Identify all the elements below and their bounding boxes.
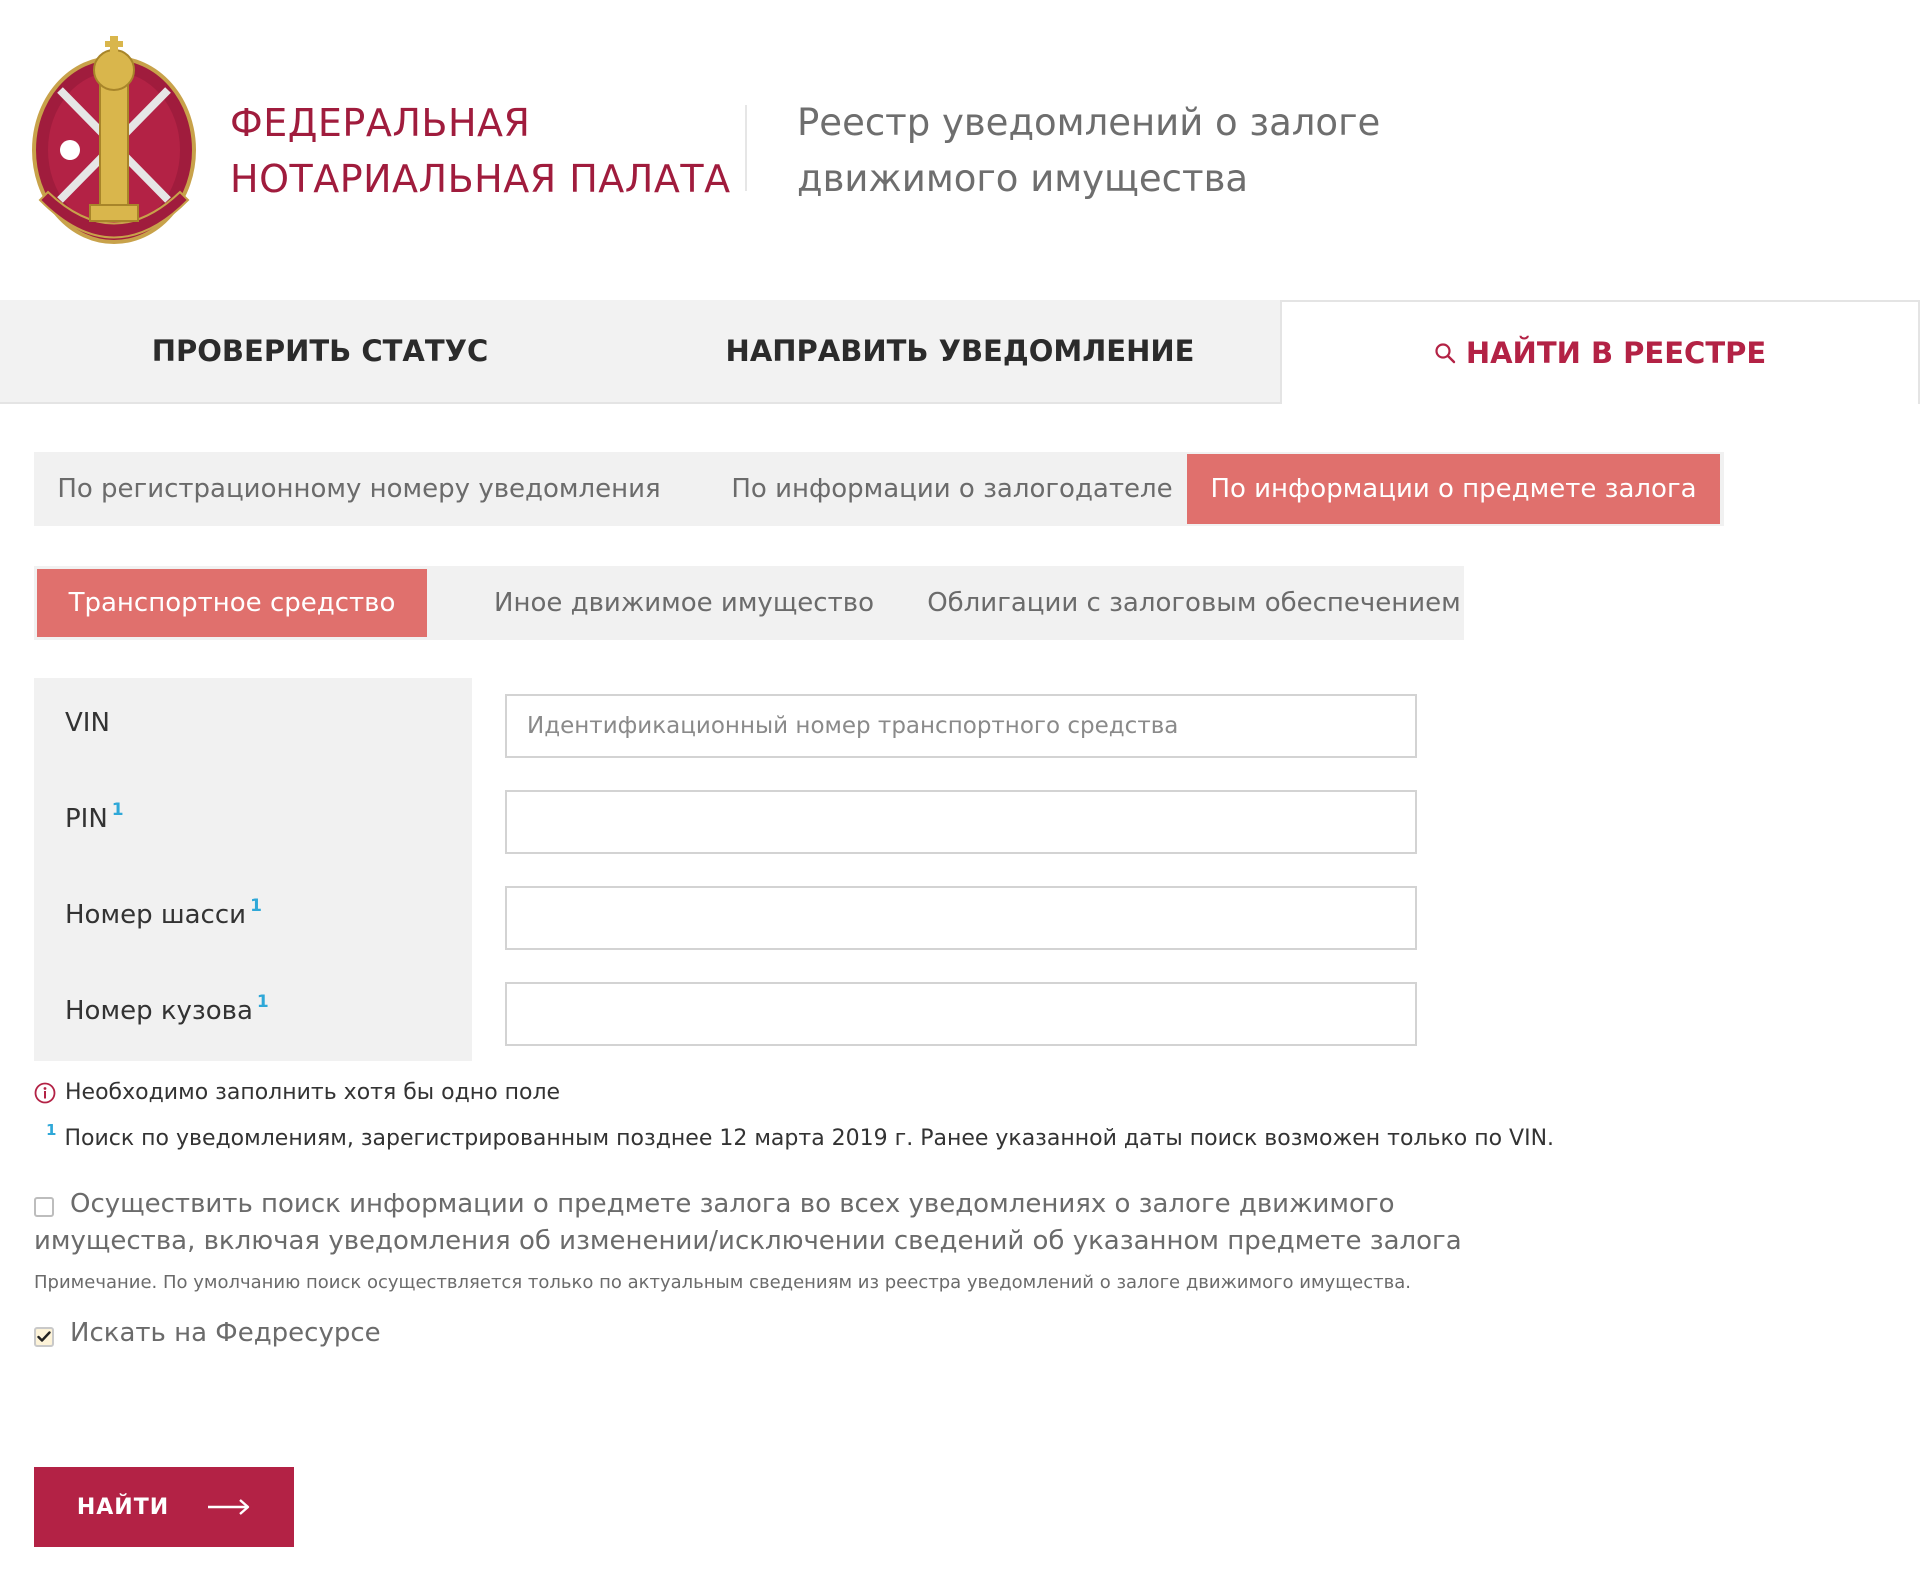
pin-label [65,800,124,834]
mode-tab-pledger[interactable] [684,452,1220,526]
mode-tab-label: По регистрационному номеру уведомления [57,474,661,504]
info-icon [34,1082,56,1104]
tab-send-notice-label: НАПРАВИТЬ УВЕДОМЛЕНИЕ [725,334,1195,368]
search-all-label[interactable]: Осуществить поиск информации о предмете залога во всех уведомлениях о залоге движимого имущества, включая уведомления об изменении/исключении сведений об указанном предмете залога [34,1189,1462,1256]
property-tab-label: Транспортное средство [68,588,396,618]
required-note [34,1080,560,1105]
tab-find-in-registry-label: НАЙТИ В РЕЕСТРЕ [1465,336,1767,370]
footnote-marker: 1 [111,800,124,820]
fedresurs-checkbox[interactable] [34,1327,54,1347]
property-tab-other-movable[interactable] [434,566,934,640]
property-tab-label: Иное движимое имущество [494,588,874,618]
chassis-number-input[interactable] [505,886,1417,950]
vin-label-text: VIN [65,708,110,738]
find-button-label: НАЙТИ [76,1494,170,1520]
mode-tab-label: По информации о залогодателе [731,474,1173,504]
tab-send-notice[interactable] [640,300,1280,404]
org-name [230,95,731,207]
fedresurs-label[interactable]: Искать на Федресурсе [70,1318,381,1348]
org-name-line1: ФЕДЕРАЛЬНАЯ [230,101,531,145]
search-icon [1434,342,1456,364]
form-labels-panel [34,678,472,1061]
property-tab-bonds[interactable] [924,566,1464,640]
footnote [46,1121,1555,1151]
notary-emblem-icon [30,30,198,258]
body-label-text: Номер кузова [65,996,253,1026]
registry-title-line1: Реестр уведомлений о залоге [797,101,1381,144]
vin-label [65,708,110,738]
chassis-label [65,896,262,930]
main-tabs [0,300,1920,404]
tab-check-status[interactable] [0,300,640,404]
required-note-text: Необходимо заполнить хотя бы одно поле [65,1080,561,1105]
pin-label-text: PIN [65,804,108,834]
property-tab-label: Облигации с залоговым обеспечением [927,588,1461,618]
footnote-marker: 1 [256,992,269,1012]
mode-tab-label: По информации о предмете залога [1210,474,1697,504]
search-all-note: Примечание. По умолчанию поиск осуществляется только по актуальным сведениям из реестра уведомлений о залоге движимого имущества. [34,1272,1411,1293]
header-divider [745,105,747,191]
vin-input[interactable] [505,694,1417,758]
org-name-line2: НОТАРИАЛЬНАЯ ПАЛАТА [230,157,731,201]
property-tab-vehicle[interactable] [37,569,427,637]
checkmark-icon [37,1331,51,1343]
notary-chamber-logo[interactable] [30,30,198,258]
chassis-label-text: Номер шасси [65,900,247,930]
mode-tab-registration-number[interactable] [34,452,684,526]
arrow-right-icon [207,1498,251,1516]
registry-title [797,95,1380,207]
body-number-input[interactable] [505,982,1417,1046]
footnote-marker: 1 [250,896,262,916]
mode-tab-pledge-subject[interactable] [1187,454,1720,524]
pin-input[interactable] [505,790,1417,854]
tab-check-status-label: ПРОВЕРИТЬ СТАТУС [151,334,489,368]
body-label [65,992,269,1026]
footnote-text: Поиск по уведомлениям, зарегистрированным позднее 12 марта 2019 г. Ранее указанной даты поиск возможен только по VIN. [64,1126,1555,1151]
tab-find-in-registry[interactable] [1280,300,1920,404]
property-type-tabs [34,566,1464,640]
registry-title-line2: движимого имущества [797,157,1249,200]
find-button[interactable] [34,1467,294,1547]
footnote-marker: 1 [46,1121,57,1139]
search-mode-tabs [34,452,1724,526]
